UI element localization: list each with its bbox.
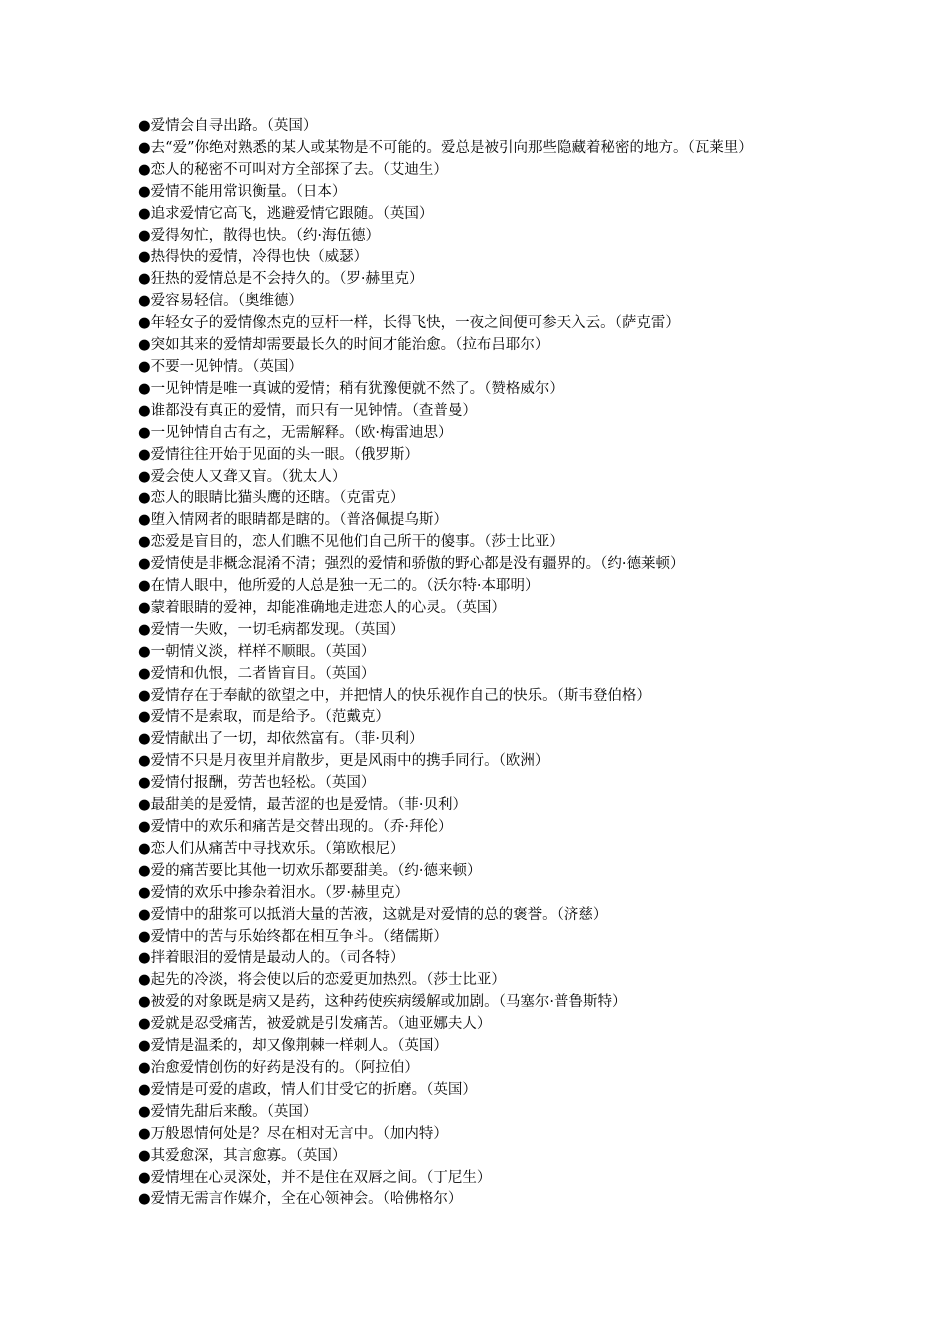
quote-item: ●爱情付报酬，劳苦也轻松。（英国） [138,775,376,792]
quote-item: ●堕入情网者的眼睛都是瞎的。（普洛佩提乌斯） [138,512,448,529]
quote-item: ●热得快的爱情，冷得也快（威瑟） [138,249,369,266]
quote-item: ●其爱愈深，其言愈寡。（英国） [138,1147,347,1164]
quote-item: ●突如其来的爱情却需要最长久的时间才能治愈。（拉布吕耶尔） [138,337,550,354]
quote-item: ●爱就是忍受痛苦，被爱就是引发痛苦。（迪亚娜夫人） [138,1016,492,1033]
quote-list [138,116,828,1211]
quote-item: ●被爱的对象既是病又是药，这种药使疾病缓解或加剧。（马塞尔·普鲁斯特） [138,994,627,1011]
quote-item: ●拌着眼泪的爱情是最动人的。（司各特） [138,950,405,967]
quote-item: ●狂热的爱情总是不会持久的。（罗·赫里克） [138,271,424,288]
quote-item: ●爱情埋在心灵深处，并不是住在双唇之间。（丁尼生） [138,1169,492,1186]
quote-item: ●爱情不能用常识衡量。（日本） [138,183,347,200]
quote-item: ●爱情是温柔的，却又像荆棘一样刺人。（英国） [138,1038,448,1055]
quote-item: ●爱情会自寻出路。（英国） [138,118,318,134]
quote-item: ●恋爱是盲目的，恋人们瞧不见他们自己所干的傻事。（莎士比亚） [138,534,564,551]
quote-item: ●起先的冷淡，将会使以后的恋爱更加热烈。（莎士比亚） [138,972,506,989]
quote-item: ●爱得匆忙，散得也快。（约·海伍德） [138,227,381,244]
quote-item: ●恋人的秘密不可叫对方全部探了去。（艾迪生） [138,161,448,178]
quote-item: ●爱的痛苦要比其他一切欢乐都要甜美。（约·德来顿） [138,862,482,879]
quote-item: ●年轻女子的爱情像杰克的豆杆一样，长得飞快，一夜之间便可参天入云。（萨克雷） [138,315,680,332]
quote-item: ●爱情是可爱的虐政，情人们甘受它的折磨。（英国） [138,1081,477,1098]
quote-item: ●爱情先甜后来酸。（英国） [138,1103,318,1120]
quote-item: ●蒙着眼睛的爱神，却能准确地走进恋人的心灵。（英国） [138,599,506,616]
quote-item: ●爱会使人又聋又盲。（犹太人） [138,468,347,485]
quote-item: ●爱情中的甜浆可以抵消大量的苦液，这就是对爱情的总的褒誉。（济慈） [138,906,608,923]
quote-item: ●一见钟情自古有之，无需解释。（欧·梅雷迪思） [138,424,453,441]
quote-item: ●不要一见钟情。（英国） [138,358,303,375]
quote-item: ●爱情中的欢乐和痛苦是交替出现的。（乔·拜伦） [138,819,453,835]
quote-item: ●爱情中的苦与乐始终都在相互争斗。（绪儒斯） [138,928,448,945]
quote-item: ●爱情使是非概念混淆不清；强烈的爱情和骄傲的野心都是没有疆界的。（约·德莱顿） [138,556,685,573]
quote-item: ●爱情一失败，一切毛病都发现。（英国） [138,621,405,638]
quote-item: ●在情人眼中，他所爱的人总是独一无二的。（沃尔特·本耶明） [138,578,540,595]
quote-item: ●一见钟情是唯一真诚的爱情；稍有犹豫便就不然了。（赞格威尔） [138,380,564,397]
quote-item: ●最甜美的是爱情，最苦涩的也是爱情。（菲·贝利） [138,797,468,814]
quote-item: ●恋人们从痛苦中寻找欢乐。（第欧根尼） [138,840,405,857]
quote-item: ●爱情不是索取，而是给予。（范戴克） [138,709,390,726]
quote-item: ●爱情和仇恨，二者皆盲目。（英国） [138,665,376,682]
quote-item: ●爱情无需言作媒介，全在心领神会。（哈佛格尔） [138,1191,463,1208]
quote-item: ●爱情往往开始于见面的头一眼。（俄罗斯） [138,446,419,463]
quote-item: ●爱情不只是月夜里并肩散步，更是风雨中的携手同行。（欧洲） [138,753,550,770]
quote-item: ●治愈爱情创伤的好药是没有的。（阿拉伯） [138,1059,419,1076]
quote-item: ●爱容易轻信。（奥维德） [138,293,303,310]
quote-item: ●恋人的眼睛比猫头鹰的还瞎。（克雷克） [138,490,405,507]
quote-item: ●一朝情义淡，样样不顺眼。（英国） [138,643,376,660]
quote-item: ●去“爱”你绝对熟悉的某人或某物是不可能的。爱总是被引向那些隐藏着秘密的地方。（瓦莱里） [138,139,753,156]
quote-item: ●爱情献出了一切，却依然富有。（菲·贝利） [138,731,424,748]
quote-item: ●谁都没有真正的爱情，而只有一见钟情。（查普曼） [138,402,477,419]
quote-item: ●爱情存在于奉献的欲望之中，并把情人的快乐视作自己的快乐。（斯韦登伯格） [138,687,651,704]
quote-item: ●追求爱情它高飞，逃避爱情它跟随。（英国） [138,205,434,222]
quote-item: ●爱情的欢乐中掺杂着泪水。（罗·赫里克） [138,884,410,901]
quote-item: ●万般恩情何处是？尽在相对无言中。（加内特） [138,1125,448,1142]
